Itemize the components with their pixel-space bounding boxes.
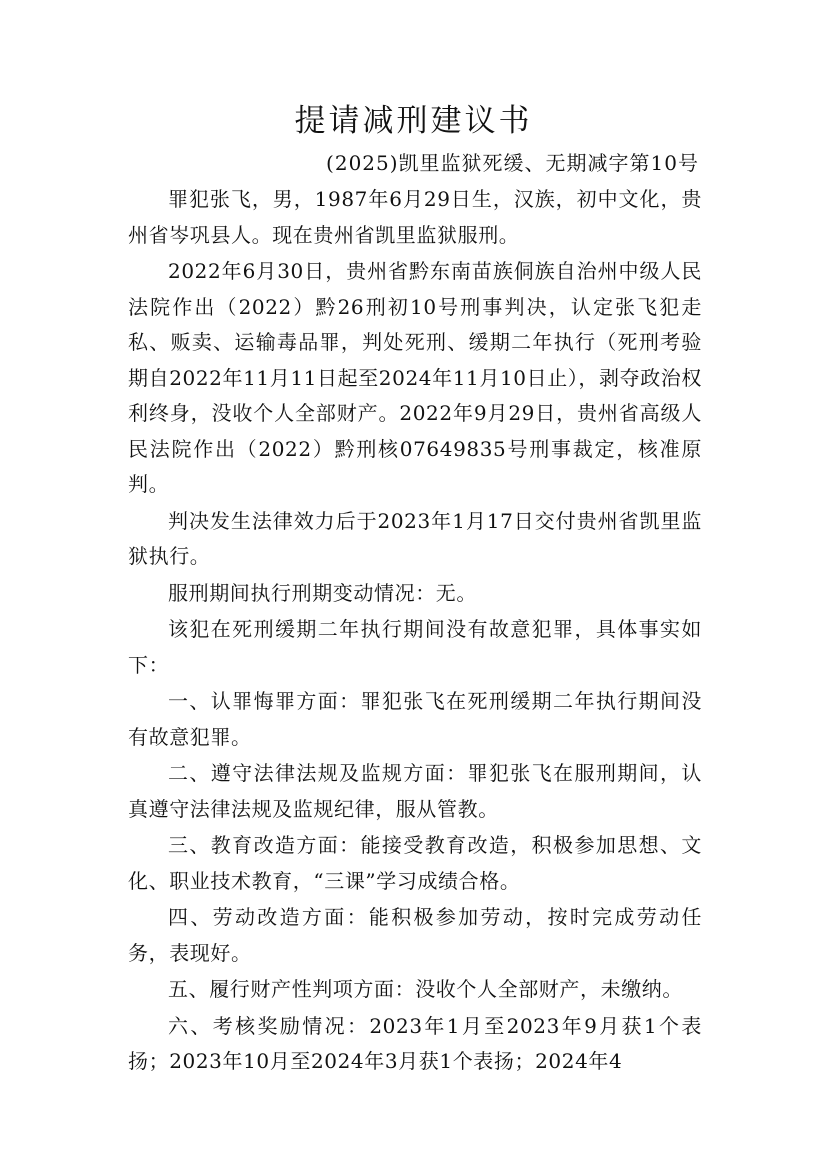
paragraph-property: 五、履行财产性判项方面：没收个人全部财产，未缴纳。 — [168, 977, 683, 1001]
paragraph-labor: 四、劳动改造方面：能积极参加劳动，按时完成劳动任务，表现好。 — [128, 905, 702, 965]
paragraph-sentence-changes: 服刑期间执行刑期变动情况：无。 — [168, 580, 477, 605]
document-body — [128, 182, 702, 1081]
document-number: (2025)凯里监狱死缓、无期减字第10号 — [326, 151, 699, 175]
paragraph-execution: 判决发生法律效力后于2023年1月17日交付贵州省凯里监狱执行。 — [128, 508, 702, 568]
paragraph-remorse: 一、认罪悔罪方面：罪犯张飞在死刑缓期二年执行期间没有故意犯罪。 — [128, 689, 702, 749]
document-title: 提请减刑建议书 — [294, 103, 533, 139]
paragraph-personal-info: 罪犯张飞，男，1987年6月29日生，汉族，初中文化，贵州省岑巩县人。现在贵州省凯里监狱服刑。 — [128, 187, 702, 247]
paragraph-discipline: 二、遵守法律法规及监规方面：罪犯张飞在服刑期间，认真遵守法律法规及监规纪律，服从管教。 — [128, 761, 702, 821]
paragraph-education: 三、教育改造方面：能接受教育改造，积极参加思想、文化、职业技术教育，“三课”学习成绩合格。 — [128, 833, 702, 893]
paragraph-rewards: 六、考核奖励情况：2023年1月至2023年9月获1个表扬；2023年10月至2024年3月获1个表扬；2024年4 — [128, 1013, 702, 1073]
paragraph-facts-intro: 该犯在死刑缓期二年执行期间没有故意犯罪，具体事实如下： — [128, 617, 702, 677]
paragraph-judgment: 2022年6月30日，贵州省黔东南苗族侗族自治州中级人民法院作出（2022）黔26刑初10号刑事判决，认定张飞犯走私、贩卖、运输毒品罪，判处死刑、缓期二年执行（死刑考验期自2022年11月11日起至2024年11月10日止），剥夺政治权利终身，没收个人全部财产。2022年9月29日，贵州省高级人民法院作出（2022）黔刑核07649835号刑事裁定，核准原判。 — [128, 259, 702, 496]
